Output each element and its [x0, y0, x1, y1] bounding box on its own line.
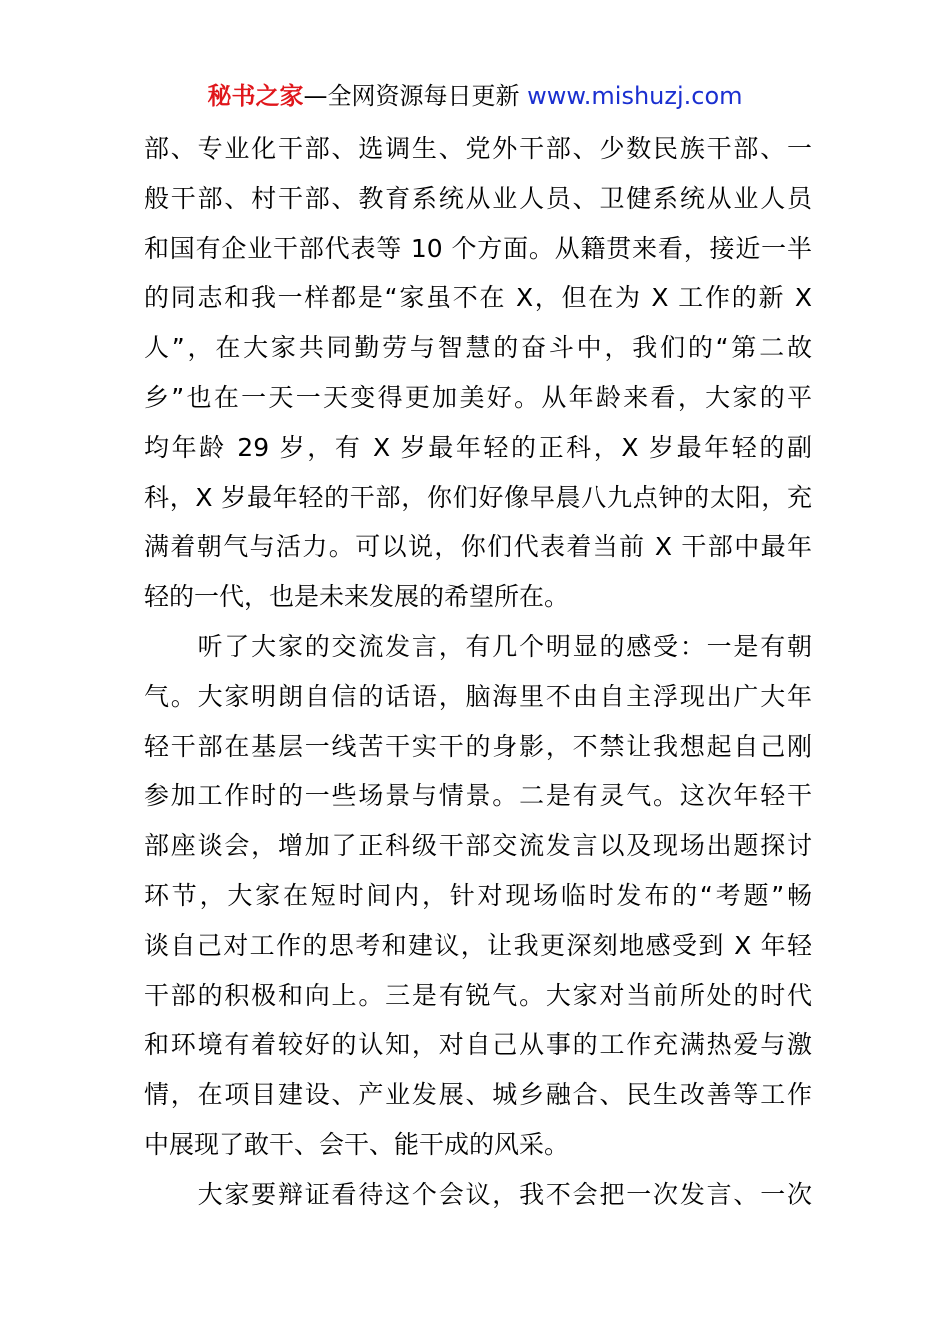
text-line: 的同志和我一样都是“家虽不在 X，但在为 X 工作的新 X: [144, 283, 812, 313]
text-line: 部、专业化干部、选调生、党外干部、少数民族干部、一: [144, 134, 812, 163]
text-line: 科，X 岁最年轻的干部，你们好像早晨八九点钟的太阳，充: [144, 482, 812, 512]
text-line: 情，在项目建设、产业发展、城乡融合、民生改善等工作: [144, 1080, 812, 1110]
text-line: 和环境有着较好的认知，对自己从事的工作充满热爱与激: [144, 1030, 812, 1060]
text-line: 轻干部在基层一线苦干实干的身影，不禁让我想起自己刚: [144, 731, 812, 761]
document-body: [144, 124, 812, 1220]
text-line: 大家要辩证看待这个会议，我不会把一次发言、一次: [144, 1179, 812, 1209]
text-line: 人”，在大家共同勤劳与智慧的奋斗中，我们的“第二故: [144, 333, 812, 363]
header-brand: 秘书之家: [207, 82, 304, 110]
text-line: 满着朝气与活力。可以说，你们代表着当前 X 干部中最年: [144, 532, 812, 562]
header-tagline: —全网资源每日更新: [303, 82, 528, 110]
text-line: 部座谈会，增加了正科级干部交流发言以及现场出题探讨: [144, 831, 812, 861]
page-header: [0, 80, 950, 112]
text-line: 乡”也在一天一天变得更加美好。从年龄来看，大家的平: [144, 382, 812, 412]
text-line: 干部的积极和向上。三是有锐气。大家对当前所处的时代: [144, 980, 812, 1010]
text-line: 般干部、村干部、教育系统从业人员、卫健系统从业人员: [144, 183, 812, 213]
text-line: 中展现了敢干、会干、能干成的风采。: [144, 1129, 570, 1159]
text-line: 参加工作时的一些场景与情景。二是有灵气。这次年轻干: [144, 781, 812, 811]
text-line: 和国有企业干部代表等 10 个方面。从籍贯来看，接近一半: [144, 233, 812, 263]
text-line: 气。大家明朗自信的话语，脑海里不由自主浮现出广大年: [144, 681, 812, 711]
header-url-link[interactable]: www.mishuzj.com: [527, 82, 743, 110]
text-line: 听了大家的交流发言，有几个明显的感受：一是有朝: [144, 631, 812, 661]
text-line: 谈自己对工作的思考和建议，让我更深刻地感受到 X 年轻: [144, 930, 812, 960]
text-line: 轻的一代，也是未来发展的希望所在。: [144, 582, 570, 612]
text-line: 环节，大家在短时间内，针对现场临时发布的“考题”畅: [144, 880, 812, 910]
text-line: 均年龄 29 岁，有 X 岁最年轻的正科，X 岁最年轻的副: [144, 432, 812, 462]
